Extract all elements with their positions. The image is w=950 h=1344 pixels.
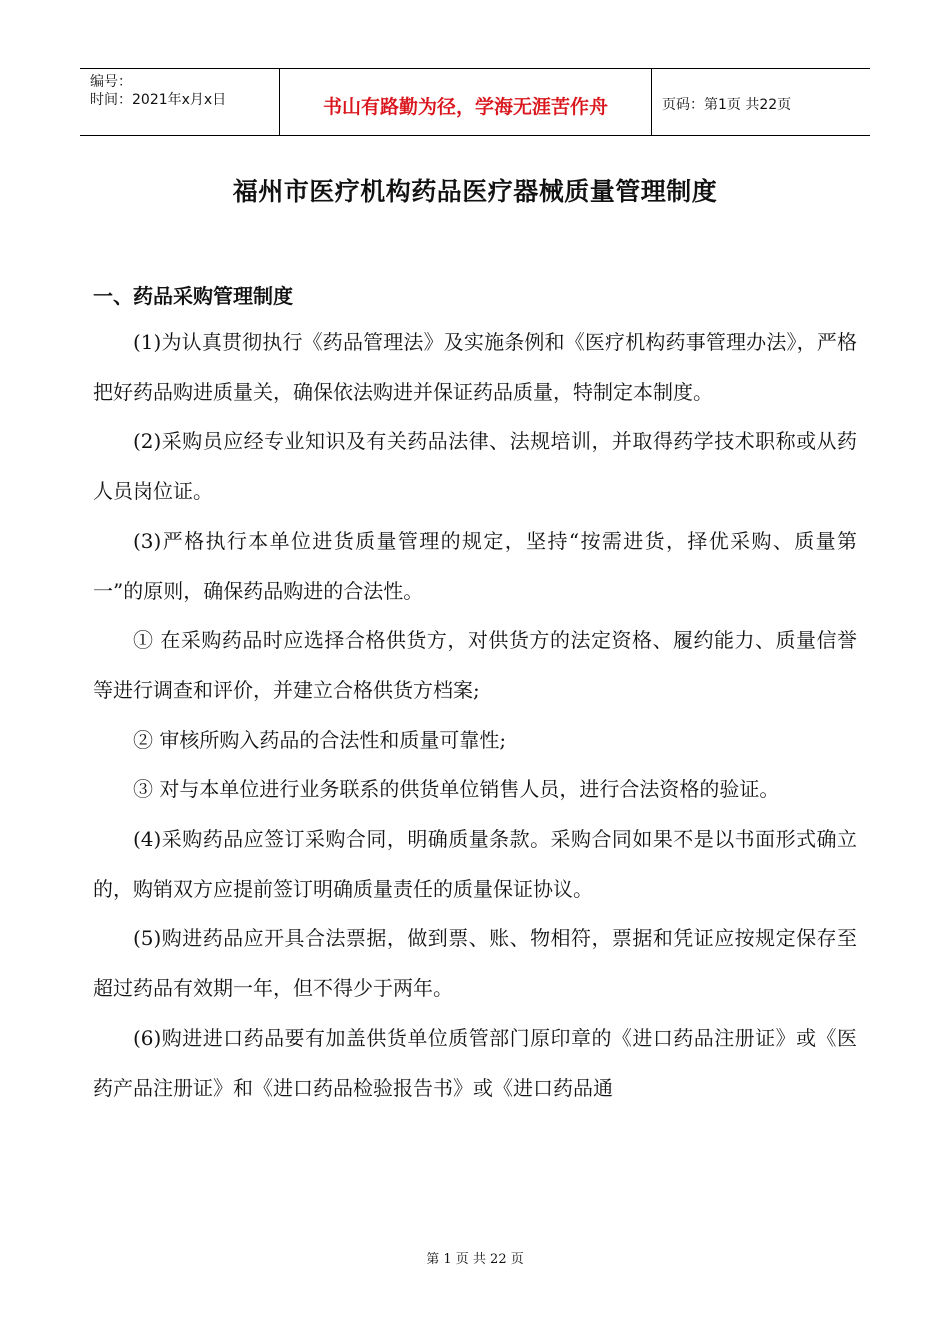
paragraph: (3)严格执行本单位进货质量管理的规定，坚持“按需进货，择优采购、质量第一”的原则，确保药品购进的合法性。 bbox=[93, 528, 857, 603]
paragraph: (5)购进药品应开具合法票据，做到票、账、物相符，票据和凭证应按规定保存至超过药品有效期一年，但不得少于两年。 bbox=[93, 926, 857, 1001]
paragraph: ① 在采购药品时应选择合格供货方，对供货方的法定资格、履约能力、质量信誉等进行调查和评价，并建立合格供货方档案; bbox=[93, 628, 857, 702]
document-title: 福州市医疗机构药品医疗器械质量管理制度 bbox=[232, 177, 718, 206]
header-page-info: 页码：第1页 共22页 bbox=[662, 97, 792, 113]
header-meta-cell bbox=[80, 69, 279, 135]
paragraph: (1)为认真贯彻执行《药品管理法》及实施条例和《医疗机构药事管理办法》，严格把好药品购进质量关，确保依法购进并保证药品质量，特制定本制度。 bbox=[93, 330, 857, 404]
paragraph: (4)采购药品应签订采购合同，明确质量条款。采购合同如果不是以书面形式确立的，购销双方应提前签订明确质量责任的质量保证协议。 bbox=[93, 827, 857, 901]
paragraph: (6)购进进口药品要有加盖供货单位质管部门原印章的《进口药品注册证》或《医药产品注册证》和《进口药品检验报告书》或《进口药品通 bbox=[93, 1025, 857, 1100]
header-table bbox=[80, 68, 870, 136]
section-heading: 一、药品采购管理制度 bbox=[93, 284, 293, 308]
paragraph: (2)采购员应经专业知识及有关药品法律、法规培训，并取得药学技术职称或从药人员岗位证。 bbox=[93, 429, 857, 504]
document-time-label: 时间：2021年x月x日 bbox=[90, 92, 227, 108]
document-body bbox=[93, 318, 857, 1113]
page-footer: 第 1 页 共 22 页 bbox=[426, 1252, 524, 1267]
paragraph: ③ 对与本单位进行业务联系的供货单位销售人员，进行合法资格的验证。 bbox=[133, 777, 780, 802]
header-motto: 书山有路勤为径，学海无涯苦作舟 bbox=[279, 69, 652, 135]
document-number-label: 编号： bbox=[90, 74, 132, 90]
paragraph: ② 审核所购入药品的合法性和质量可靠性; bbox=[133, 727, 507, 752]
